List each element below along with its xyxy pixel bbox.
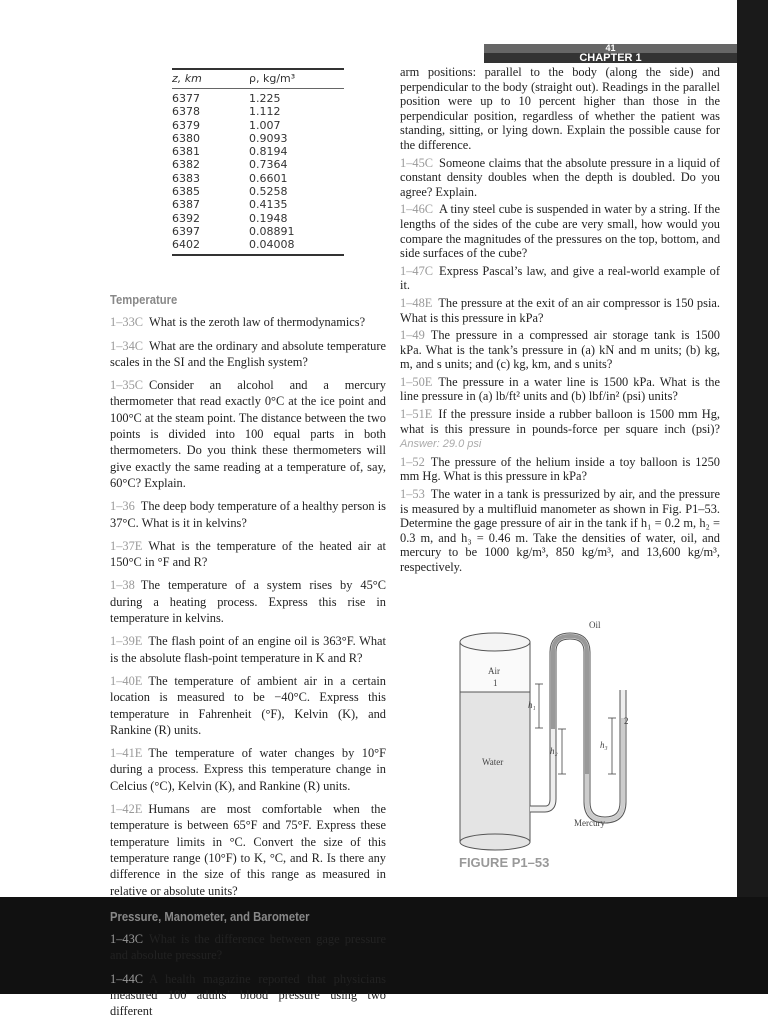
label-point-1: 1 <box>493 678 498 688</box>
table-cell: 6377 <box>172 92 200 105</box>
problem-text: Consider an alcohol and a mercury thermometer that read exactly 0°C at the ice point and 100°C at the steam point. The distance between the two points is divided into 100 equal parts in both thermometers. Do you think these thermometers will give exactly the same reading at a temperature of, say, 60°C? Explain. <box>110 378 386 490</box>
problem-number: 1–34C <box>110 338 144 353</box>
table-cell: 0.7364 <box>249 158 288 172</box>
table-row <box>172 238 344 254</box>
table-cell: 6383 <box>172 171 200 185</box>
table-row <box>172 119 344 132</box>
problem-number: 1–50E <box>400 374 433 389</box>
chapter-header <box>484 44 737 63</box>
problem-number: 1–48E <box>400 295 433 310</box>
problem-number: 1–41E <box>110 746 143 761</box>
table-cell: 1.225 <box>249 92 281 105</box>
table-cell: 6381 <box>172 145 200 159</box>
label-water: Water <box>482 757 504 767</box>
problem-text: The deep body temperature of a healthy person is 37°C. What is it in kelvins? <box>110 499 386 530</box>
problem-number: 1–35C <box>110 378 144 393</box>
table-row <box>172 172 344 185</box>
label-h1: h₁ <box>528 700 536 710</box>
problem <box>110 498 386 531</box>
problem-text: What are the ordinary and absolute temperature scales in the SI and the English system? <box>110 338 386 369</box>
table-cell: 0.1948 <box>249 211 288 225</box>
answer: Answer: 29.0 psi <box>400 438 482 451</box>
problem-text: The flash point of an engine oil is 363°F. What is the absolute flash-point temperature in K and R? <box>110 634 386 665</box>
problem-number: 1–39E <box>110 634 143 649</box>
table-cell: 0.04008 <box>249 238 344 254</box>
table-cell: 6392 <box>172 211 200 225</box>
problem <box>110 745 386 794</box>
problem-text: What is the zeroth law of thermodynamics? <box>149 315 366 330</box>
label-air: Air <box>488 666 500 676</box>
problem <box>110 971 386 1020</box>
problem-text: What is the difference between gage pressure and absolute pressure? <box>110 932 386 963</box>
problem-number: 1–40E <box>110 673 143 688</box>
problem <box>400 487 720 575</box>
table-row <box>172 132 344 145</box>
problem <box>110 338 386 371</box>
problem <box>110 538 386 571</box>
section-heading: Pressure, Manometer, and Barometer <box>110 909 310 924</box>
table-cell: 6378 <box>172 105 200 119</box>
left-column <box>110 282 386 1027</box>
problem-number: 1–51E <box>400 407 433 422</box>
table-cell: 6402 <box>172 238 249 254</box>
label-point-2: 2 <box>624 716 629 726</box>
column-header: z, km <box>172 69 249 89</box>
section-heading: Temperature <box>110 293 178 307</box>
problem-text: The pressure in a water line is 1500 kPa. What is the line pressure in (a) lb/ft² units and (b) lbf/in² (psi) units? <box>400 374 720 404</box>
table-cell: 6385 <box>172 185 200 199</box>
problem-number: 1–53 <box>400 487 425 502</box>
problem-text: The pressure at the exit of an air compressor is 150 psia. What is this pressure in kPa? <box>400 295 720 325</box>
problem <box>110 314 386 330</box>
problem <box>400 455 720 484</box>
problem-number: 1–47C <box>400 263 434 278</box>
problem-text: The pressure in a compressed air storage tank is 1500 kPa. What is the tank’s pressure in (a) kN and m units; (b) kg, m, and s units; and (c) kg, km, and s units? <box>400 328 720 372</box>
figure-caption: FIGURE P1–53 <box>459 855 550 870</box>
problem-text: Express Pascal’s law, and give a real-world example of it. <box>400 263 720 293</box>
problem-text: The temperature of a system rises by 45°C during a heating process. Express this rise in temperature in kelvins. <box>110 578 386 626</box>
problem <box>110 377 386 491</box>
problem-number: 1–42E <box>110 802 143 817</box>
table-cell: 0.08891 <box>249 224 295 238</box>
problem-text: The temperature of water changes by 10°F during a process. Express this temperature change in Celcius (°C), Kelvin (K), and Rankine (R) units. <box>110 746 386 793</box>
label-oil: Oil <box>589 620 601 630</box>
problem-number: 1–49 <box>400 328 425 343</box>
table-row <box>172 145 344 158</box>
problem-number: 1–33C <box>110 315 144 330</box>
problem-number: 1–38 <box>110 578 135 593</box>
table-cell: 6382 <box>172 158 200 172</box>
table-cell: 1.007 <box>249 118 281 132</box>
problem <box>110 673 386 738</box>
table-cell: 1.112 <box>249 105 281 119</box>
label-mercury: Mercury <box>574 818 605 828</box>
right-column <box>400 65 720 578</box>
table-cell: 0.5258 <box>249 185 288 199</box>
problem <box>110 577 386 626</box>
problem <box>400 375 720 404</box>
table-cell: 0.6601 <box>249 171 288 185</box>
problem <box>110 801 386 899</box>
problem-text: If the pressure inside a rubber balloon is 1500 mm Hg, what is this pressure in pounds-force per square inch (psi)? <box>400 407 720 436</box>
problem-text: A tiny steel cube is suspended in water by a string. If the lengths of the sides of the cube are very small, how would you compare the magnitudes of the pressures on the top, bottom, and side surfaces of the cube? <box>400 202 721 261</box>
problem <box>400 202 720 260</box>
problem <box>400 407 720 452</box>
manometer-diagram <box>440 612 640 852</box>
problem <box>400 328 720 372</box>
problem-number: 1–45C <box>400 155 434 170</box>
table-row <box>172 212 344 225</box>
paragraph-continued: arm positions: parallel to the body (along the side) and perpendicular to the body (straight out). Readings in the parallel position were up to 10 percent higher than those in the perpendicular position, regardless of whether the patient was standing, sitting, or lying down. Explain the possible cause for the difference. <box>400 65 720 152</box>
problem <box>400 156 720 200</box>
problem-number: 1–52 <box>400 454 425 469</box>
problem-number: 1–36 <box>110 499 135 514</box>
problem <box>110 633 386 666</box>
problem-number: 1–43C <box>110 932 144 947</box>
table-cell: 6380 <box>172 131 200 145</box>
table-row <box>172 225 344 238</box>
problem-text: What is the temperature of the heated air at 150°C in °F and R? <box>110 538 386 570</box>
table-row <box>172 158 344 171</box>
column-header: ρ, kg/m³ <box>249 69 344 89</box>
problem <box>400 264 720 293</box>
table-cell: 6397 <box>172 224 200 238</box>
problem-text: Humans are most comfortable when the temperature is between 65°F and 75°F. Express these temperature limits in °C. Convert the size of this temperature range (10°F) to K, °C, and R. Is there any difference in the size of this range as measured in relative or absolute units? <box>110 802 386 898</box>
table-cell: 6379 <box>172 118 200 132</box>
problem <box>110 931 386 964</box>
label-h3: h₃ <box>600 740 608 750</box>
table-row <box>172 105 344 118</box>
density-table <box>172 68 344 256</box>
manometer-figure <box>440 612 640 852</box>
chapter-label: CHAPTER 1 <box>579 52 642 64</box>
problem-number: 1–37E <box>110 538 143 553</box>
problem <box>400 296 720 325</box>
problem-text: The pressure of the helium inside a toy balloon is 1250 mm Hg. What is this pressure in kPa? <box>400 454 720 484</box>
scan-border-right <box>737 0 768 994</box>
problem-text: A health magazine reported that physicians measured 100 adults’ blood pressure using two different <box>110 971 386 1019</box>
table-row <box>172 198 344 211</box>
table-cell: 0.9093 <box>249 131 288 145</box>
problem-text: The water in a tank is pressurized by air, and the pressure is measured by a multifluid manometer as shown in Fig. P1–53. Determine the gage pressure of air in the tank if h₁ = 0.2 m, h₂ = 0.3 m, and h₃ = 0.46 m. Take the densities of water, oil, and mercury to be 1000 kg/m³, 850 kg/m³, and 13,600 kg/m³, respectively. <box>400 487 720 574</box>
table-cell: 6387 <box>172 198 200 212</box>
problem-number: 1–46C <box>400 202 434 217</box>
table-row <box>172 185 344 198</box>
problem-text: The temperature of ambient air in a certain location is measured to be −40°C. Express this temperature in Fahrenheit (°F), Kelvin (K), and Rankine (R) units. <box>110 673 386 737</box>
table-cell: 0.8194 <box>249 145 288 159</box>
page-number: 41 <box>484 44 737 53</box>
problem-number: 1–44C <box>110 971 144 986</box>
table-cell: 0.4135 <box>249 198 288 212</box>
problem-text: Someone claims that the absolute pressure in a liquid of constant density doubles when the depth is doubled. Do you agree? Explain. <box>400 155 720 199</box>
label-h2: h₂ <box>550 746 558 756</box>
table-row <box>172 89 344 106</box>
